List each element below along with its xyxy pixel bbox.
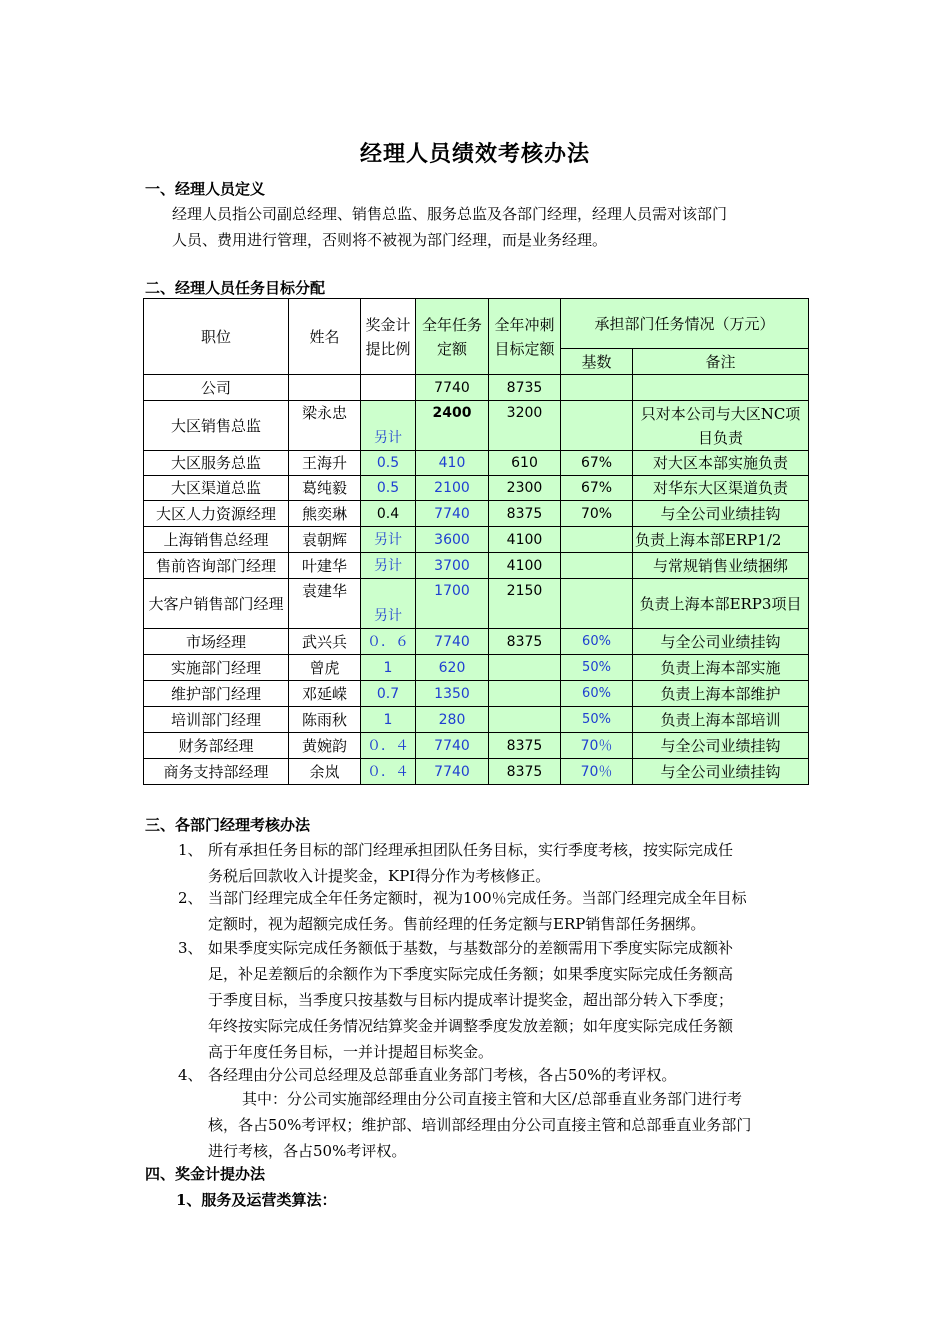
cell-ratio: 0.5 <box>361 451 416 476</box>
cell-remark: 负责上海本部ERP1/2 <box>633 527 809 553</box>
cell-name: 叶建华 <box>289 553 361 579</box>
cell-remark: 对大区本部实施负责 <box>633 451 809 476</box>
list-item-line: 高于年度任务目标，一并计提超目标奖金。 <box>208 1043 494 1061</box>
table-row <box>144 451 809 476</box>
table-row <box>144 629 809 655</box>
cell-base: 50% <box>561 707 633 733</box>
header-sprint-target: 全年冲刺目标定额 <box>489 299 561 375</box>
cell-base <box>561 527 633 553</box>
cell-quota: 3600 <box>416 527 489 553</box>
header-position: 职位 <box>144 299 289 375</box>
cell-remark: 与全公司业绩挂钩 <box>633 629 809 655</box>
cell-quota: 620 <box>416 655 489 681</box>
cell-base <box>561 553 633 579</box>
section-2-heading: 二、经理人员任务目标分配 <box>145 279 326 297</box>
cell-ratio: 另计 <box>361 401 416 451</box>
cell-base: 70％ <box>561 733 633 759</box>
list-item-line: 务税后回款收入计提奖金，KPI得分作为考核修正。 <box>208 867 551 885</box>
cell-base: 70％ <box>561 759 633 785</box>
section-3-note <box>208 1086 808 1164</box>
section-4-subheading: 1、服务及运营类算法： <box>176 1191 337 1209</box>
cell-sprint <box>489 681 561 707</box>
section-1-line-2: 人员、费用进行管理，否则将不被视为部门经理，而是业务经理。 <box>172 231 608 249</box>
cell-quota: 3700 <box>416 553 489 579</box>
cell-position: 大客户销售部门经理 <box>144 579 289 629</box>
cell-sprint: 8375 <box>489 733 561 759</box>
cell-quota: 2100 <box>416 476 489 501</box>
cell-sprint: 4100 <box>489 527 561 553</box>
cell-sprint <box>489 707 561 733</box>
cell-name: 邓延嵘 <box>289 681 361 707</box>
table-row <box>144 655 809 681</box>
task-allocation-table <box>143 298 809 785</box>
list-item-line: 各经理由分公司总经理及总部垂直业务部门考核，各占50%的考评权。 <box>208 1066 677 1084</box>
cell-position: 培训部门经理 <box>144 707 289 733</box>
cell-base <box>561 401 633 451</box>
cell-name: 葛纯毅 <box>289 476 361 501</box>
table-row <box>144 501 809 527</box>
cell-position: 上海销售总经理 <box>144 527 289 553</box>
cell-sprint: 4100 <box>489 553 561 579</box>
cell-remark: 只对本公司与大区NC项目负责 <box>633 401 809 451</box>
cell-remark: 负责上海本部实施 <box>633 655 809 681</box>
cell-position: 大区人力资源经理 <box>144 501 289 527</box>
cell-name: 王海升 <box>289 451 361 476</box>
cell-ratio: 1 <box>361 707 416 733</box>
cell-ratio: 另计 <box>361 579 416 629</box>
cell-position: 实施部门经理 <box>144 655 289 681</box>
cell-position: 大区服务总监 <box>144 451 289 476</box>
cell-quota: 7740 <box>416 759 489 785</box>
header-base: 基数 <box>561 349 633 375</box>
cell-sprint: 2150 <box>489 579 561 629</box>
cell-ratio: 0.4 <box>361 501 416 527</box>
cell-ratio: 另计 <box>361 553 416 579</box>
list-item-line: 年终按实际完成任务情况结算奖金并调整季度发放差额；如年度实际完成任务额 <box>208 1017 734 1035</box>
header-remark: 备注 <box>633 349 809 375</box>
cell-base: 70% <box>561 501 633 527</box>
cell-sprint: 8375 <box>489 759 561 785</box>
cell-ratio: ０．４ <box>361 759 416 785</box>
list-item-line: 足，补足差额后的余额作为下季度实际完成任务额；如果季度实际完成任务额高 <box>208 965 734 983</box>
list-item-line: 于季度目标，当季度只按基数与目标内提成率计提奖金，超出部分转入下季度； <box>208 991 734 1009</box>
cell-base: 50% <box>561 655 633 681</box>
cell-ratio: 另计 <box>361 527 416 553</box>
cell-quota: 280 <box>416 707 489 733</box>
cell-position: 大区销售总监 <box>144 401 289 451</box>
cell-ratio: ０．６ <box>361 629 416 655</box>
cell-position: 售前咨询部门经理 <box>144 553 289 579</box>
table-row <box>144 733 809 759</box>
cell-sprint: 8375 <box>489 501 561 527</box>
cell-remark: 与全公司业绩挂钩 <box>633 733 809 759</box>
section-4-heading: 四、奖金计提办法 <box>145 1165 266 1183</box>
cell-name: 熊奕琳 <box>289 501 361 527</box>
table-row <box>144 553 809 579</box>
cell-base: 67% <box>561 451 633 476</box>
section-1-heading: 一、经理人员定义 <box>145 180 266 198</box>
cell-position: 财务部经理 <box>144 733 289 759</box>
list-item-line: 定额时，视为超额完成任务。售前经理的任务定额与ERP销售部任务捆绑。 <box>208 915 706 933</box>
cell-quota: 7740 <box>416 733 489 759</box>
table-row <box>144 401 809 451</box>
cell-remark: 负责上海本部维护 <box>633 681 809 707</box>
section-3-heading: 三、各部门经理考核办法 <box>145 816 311 834</box>
note-line: 进行考核，各占50%考评权。 <box>208 1142 407 1160</box>
cell-quota: 1700 <box>416 579 489 629</box>
cell-name: 陈雨秋 <box>289 707 361 733</box>
cell-base <box>561 579 633 629</box>
cell-base <box>561 375 633 401</box>
cell-remark <box>633 375 809 401</box>
cell-base: 60% <box>561 681 633 707</box>
cell-quota: 1350 <box>416 681 489 707</box>
cell-name: 余岚 <box>289 759 361 785</box>
cell-remark: 负责上海本部培训 <box>633 707 809 733</box>
page-title: 经理人员绩效考核办法 <box>359 141 590 167</box>
table-row <box>144 476 809 501</box>
note-line: 核，各占50%考评权；维护部、培训部经理由分公司直接主管和总部垂直业务部门 <box>208 1116 752 1134</box>
list-item-number: 1、 <box>178 841 203 859</box>
cell-name: 武兴兵 <box>289 629 361 655</box>
cell-remark: 与全公司业绩挂钩 <box>633 759 809 785</box>
cell-position: 市场经理 <box>144 629 289 655</box>
cell-remark: 与全公司业绩挂钩 <box>633 501 809 527</box>
cell-ratio: 0.7 <box>361 681 416 707</box>
list-item-number: 4、 <box>178 1066 203 1084</box>
list-item-number: 3、 <box>178 939 203 957</box>
cell-sprint <box>489 655 561 681</box>
cell-quota: 410 <box>416 451 489 476</box>
table-row <box>144 707 809 733</box>
list-item-line: 当部门经理完成全年任务定额时，视为100％完成任务。当部门经理完成全年目标 <box>208 889 747 907</box>
list-item-number: 2、 <box>178 889 203 907</box>
cell-remark: 与常规销售业绩捆绑 <box>633 553 809 579</box>
section-1-line-1: 经理人员指公司副总经理、销售总监、服务总监及各部门经理，经理人员需对该部门 <box>172 205 728 223</box>
table-row <box>144 759 809 785</box>
table-row <box>144 375 809 401</box>
cell-sprint: 3200 <box>489 401 561 451</box>
cell-sprint: 2300 <box>489 476 561 501</box>
cell-remark: 负责上海本部ERP3项目 <box>633 579 809 629</box>
header-bonus-ratio: 奖金计提比例 <box>361 299 416 375</box>
table-row <box>144 527 809 553</box>
cell-quota: 7740 <box>416 501 489 527</box>
header-dept-task: 承担部门任务情况（万元） <box>561 299 809 349</box>
cell-name: 曾虎 <box>289 655 361 681</box>
cell-ratio <box>361 375 416 401</box>
list-item-line: 如果季度实际完成任务额低于基数，与基数部分的差额需用下季度实际完成额补 <box>208 939 734 957</box>
note-line: 其中：分公司实施部经理由分公司直接主管和大区/总部垂直业务部门进行考 <box>242 1090 743 1108</box>
cell-position: 商务支持部经理 <box>144 759 289 785</box>
cell-ratio: 1 <box>361 655 416 681</box>
cell-sprint: 8375 <box>489 629 561 655</box>
cell-position: 大区渠道总监 <box>144 476 289 501</box>
cell-position: 维护部门经理 <box>144 681 289 707</box>
cell-quota: 7740 <box>416 629 489 655</box>
header-name: 姓名 <box>289 299 361 375</box>
cell-sprint: 8735 <box>489 375 561 401</box>
cell-ratio: 0.5 <box>361 476 416 501</box>
cell-base: 60% <box>561 629 633 655</box>
cell-quota: 7740 <box>416 375 489 401</box>
header-annual-quota: 全年任务定额 <box>416 299 489 375</box>
cell-ratio: ０．４ <box>361 733 416 759</box>
cell-name: 袁建华 <box>289 579 361 629</box>
cell-name: 袁朝辉 <box>289 527 361 553</box>
cell-sprint: 610 <box>489 451 561 476</box>
cell-position: 公司 <box>144 375 289 401</box>
cell-base: 67% <box>561 476 633 501</box>
cell-name: 梁永忠 <box>289 401 361 451</box>
table-row <box>144 579 809 629</box>
table-row <box>144 681 809 707</box>
cell-name <box>289 375 361 401</box>
cell-name: 黄婉韵 <box>289 733 361 759</box>
list-item-line: 所有承担任务目标的部门经理承担团队任务目标，实行季度考核，按实际完成任 <box>208 841 734 859</box>
cell-remark: 对华东大区渠道负责 <box>633 476 809 501</box>
cell-quota: 2400 <box>416 401 489 451</box>
